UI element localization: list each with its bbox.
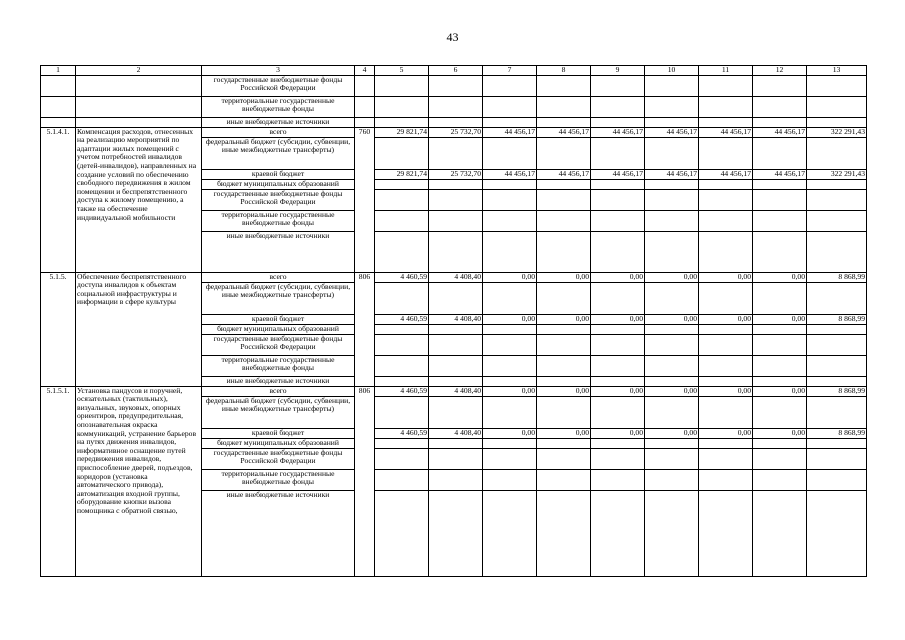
value-cell [807,231,867,272]
value-cell: 0,00 [645,386,699,396]
funding-source: краевой бюджет [202,314,355,324]
value-cell: 44 456,17 [699,127,753,137]
value-cell [429,210,483,231]
column-header: 8 [537,66,591,76]
value-cell [753,189,807,210]
value-cell [645,179,699,189]
page-number: 43 [446,30,459,44]
value-cell [753,75,807,96]
value-cell [537,396,591,428]
value-cell [429,282,483,314]
item-name: Установка пандусов и поручней, осязательных (тактильных), визуальных, звуковых, опорных ориентиров, предупредительная, опознавательная окраска коммуникаций, устранение барьеров на путях движения инвалидов, информативное оснащение путей передвижения инвалидов, приспособление дверей, подъездов, коридоров (установка автоматического привода), автоматизация входной группы, оборудование кнопки вызова помощника с обратной связью, [76,386,202,576]
funding-source: территориальные государственные внебюджетные фонды [202,469,355,490]
funding-source: государственные внебюджетные фонды Российской Федерации [202,448,355,469]
item-name: Компенсация расходов, отнесенных на реализацию мероприятий по адаптации жилых помещений с учетом потребностей инвалидов (детей-инвалидов), направленных на создание условий по обеспечению свободного передвижения в жилом помещении и беспрепятственного доступа к жилому помещению, а также на обеспечение индивидуальной мобильности [76,127,202,272]
value-cell [591,210,645,231]
value-cell: 4 460,59 [375,272,429,282]
value-cell [375,355,429,376]
carry-over-row [41,117,867,127]
code-cell [41,75,76,96]
value-cell [537,438,591,448]
value-cell [753,438,807,448]
funding-source: краевой бюджет [202,169,355,179]
value-cell [807,179,867,189]
funding-source: федеральный бюджет (субсидии, субвенции, иные межбюджетные трансферты) [202,137,355,169]
value-cell: 322 291,43 [807,169,867,179]
value-cell: 25 732,70 [429,169,483,179]
value-cell [645,189,699,210]
value-cell [537,210,591,231]
funding-source: территориальные государственные внебюджетные фонды [202,210,355,231]
value-cell [699,282,753,314]
value-cell: 0,00 [699,272,753,282]
value-cell [537,137,591,169]
value-cell: 44 456,17 [483,169,537,179]
value-cell [537,448,591,469]
value-cell [807,448,867,469]
value-cell [375,396,429,428]
value-cell: 44 456,17 [537,127,591,137]
value-cell [591,189,645,210]
value-cell: 4 408,40 [429,428,483,438]
value-cell [753,96,807,117]
value-cell [645,334,699,355]
value-cell [537,324,591,334]
value-cell: 29 821,74 [375,169,429,179]
value-cell: 4 460,59 [375,314,429,324]
value-cell: 0,00 [753,272,807,282]
value-cell [537,376,591,386]
value-cell [699,438,753,448]
item-code: 5.1.5.1. [41,386,76,576]
value-cell [375,448,429,469]
value-cell: 0,00 [483,314,537,324]
code-cell [41,96,76,117]
value-cell [753,282,807,314]
value-cell: 0,00 [753,386,807,396]
value-cell: 44 456,17 [591,127,645,137]
group-code: 806 [355,272,375,386]
value-cell [429,490,483,576]
value-cell [807,438,867,448]
value-cell [591,282,645,314]
value-cell: 322 291,43 [807,127,867,137]
value-cell [483,448,537,469]
value-cell [753,469,807,490]
column-header: 12 [753,66,807,76]
value-cell: 44 456,17 [753,169,807,179]
value-cell [483,189,537,210]
item-row [41,272,867,282]
value-cell [699,231,753,272]
funding-source: государственные внебюджетные фонды Российской Федерации [202,334,355,355]
value-cell [645,438,699,448]
group-cell [355,75,375,96]
value-cell [807,210,867,231]
name-cell [76,117,202,127]
value-cell [591,179,645,189]
value-cell: 0,00 [645,314,699,324]
value-cell: 4 408,40 [429,272,483,282]
funding-source: иные внебюджетные источники [202,490,355,576]
column-header: 6 [429,66,483,76]
value-cell [807,282,867,314]
value-cell: 0,00 [591,386,645,396]
value-cell [699,75,753,96]
value-cell [483,334,537,355]
value-cell: 0,00 [537,314,591,324]
funding-source: иные внебюджетные источники [202,376,355,386]
value-cell [429,469,483,490]
value-cell [699,137,753,169]
value-cell [483,96,537,117]
value-cell [807,490,867,576]
value-cell [807,117,867,127]
value-cell: 0,00 [645,428,699,438]
value-cell [483,282,537,314]
funding-source: бюджет муниципальных образований [202,179,355,189]
value-cell [645,355,699,376]
value-cell [591,490,645,576]
value-cell [699,448,753,469]
item-name: Обеспечение беспрепятственного доступа инвалидов к объектам социальной инфраструктуры и информации в сфере культуры [76,272,202,386]
value-cell: 8 868,99 [807,314,867,324]
value-cell [753,334,807,355]
column-header: 1 [41,66,76,76]
value-cell [699,210,753,231]
column-header: 3 [202,66,355,76]
value-cell [375,376,429,386]
value-cell [483,355,537,376]
value-cell [537,282,591,314]
value-cell [429,96,483,117]
value-cell [429,334,483,355]
column-header: 11 [699,66,753,76]
value-cell: 8 868,99 [807,386,867,396]
value-cell [753,448,807,469]
value-cell [699,117,753,127]
group-code: 806 [355,386,375,576]
value-cell [429,448,483,469]
value-cell [699,179,753,189]
funding-source: всего [202,272,355,282]
value-cell [645,282,699,314]
value-cell [699,334,753,355]
value-cell [591,376,645,386]
value-cell [699,396,753,428]
value-cell [537,469,591,490]
value-cell: 0,00 [753,314,807,324]
value-cell [645,210,699,231]
value-cell [537,334,591,355]
value-cell [699,469,753,490]
value-cell [645,324,699,334]
value-cell [591,396,645,428]
value-cell [645,376,699,386]
funding-source: иные внебюджетные источники [202,231,355,272]
value-cell [699,355,753,376]
item-row [41,127,867,137]
value-cell [537,75,591,96]
value-cell [645,448,699,469]
value-cell [807,75,867,96]
column-header: 4 [355,66,375,76]
value-cell: 0,00 [699,428,753,438]
value-cell [699,376,753,386]
value-cell [699,189,753,210]
value-cell [429,137,483,169]
item-row [41,386,867,396]
value-cell [375,490,429,576]
value-cell [375,469,429,490]
value-cell [645,490,699,576]
value-cell [591,117,645,127]
value-cell [537,179,591,189]
value-cell [537,231,591,272]
value-cell: 44 456,17 [483,127,537,137]
value-cell [483,210,537,231]
value-cell [753,376,807,386]
funding-source: всего [202,386,355,396]
value-cell: 4 460,59 [375,428,429,438]
value-cell [807,396,867,428]
value-cell: 0,00 [483,428,537,438]
value-cell [537,355,591,376]
value-cell [807,334,867,355]
group-code: 760 [355,127,375,272]
name-cell [76,96,202,117]
value-cell [375,210,429,231]
group-cell [355,96,375,117]
value-cell [375,179,429,189]
value-cell [483,490,537,576]
value-cell: 44 456,17 [645,127,699,137]
group-cell [355,117,375,127]
value-cell [591,137,645,169]
funding-source: федеральный бюджет (субсидии, субвенции, иные межбюджетные трансферты) [202,282,355,314]
value-cell [591,438,645,448]
funding-source: государственные внебюджетные фонды Российской Федерации [202,189,355,210]
column-header: 10 [645,66,699,76]
value-cell [753,137,807,169]
value-cell: 44 456,17 [753,127,807,137]
value-cell: 0,00 [591,314,645,324]
value-cell [483,179,537,189]
value-cell [591,231,645,272]
source-cell: территориальные государственные внебюджетные фонды [202,96,355,117]
value-cell [375,334,429,355]
source-cell: иные внебюджетные источники [202,117,355,127]
value-cell [483,231,537,272]
value-cell: 0,00 [483,272,537,282]
value-cell: 4 408,40 [429,386,483,396]
value-cell: 0,00 [645,272,699,282]
code-cell [41,117,76,127]
value-cell: 0,00 [753,428,807,438]
value-cell [591,96,645,117]
value-cell [699,324,753,334]
value-cell [807,96,867,117]
funding-source: краевой бюджет [202,428,355,438]
value-cell [429,75,483,96]
value-cell [537,96,591,117]
budget-table [40,65,867,577]
value-cell [375,96,429,117]
value-cell: 0,00 [537,272,591,282]
funding-source: федеральный бюджет (субсидии, субвенции, иные межбюджетные трансферты) [202,396,355,428]
value-cell [483,438,537,448]
funding-source: всего [202,127,355,137]
value-cell [483,75,537,96]
value-cell [807,324,867,334]
value-cell: 8 868,99 [807,428,867,438]
value-cell: 0,00 [699,314,753,324]
value-cell [807,376,867,386]
value-cell [753,117,807,127]
value-cell [699,96,753,117]
item-code: 5.1.5. [41,272,76,386]
value-cell [429,438,483,448]
value-cell [807,189,867,210]
value-cell [375,231,429,272]
value-cell [645,117,699,127]
value-cell: 44 456,17 [699,169,753,179]
value-cell: 44 456,17 [645,169,699,179]
value-cell [753,355,807,376]
column-header: 9 [591,66,645,76]
value-cell [807,469,867,490]
value-cell: 8 868,99 [807,272,867,282]
value-cell [645,75,699,96]
value-cell [591,324,645,334]
funding-source: территориальные государственные внебюджетные фонды [202,355,355,376]
value-cell: 0,00 [591,272,645,282]
value-cell [753,179,807,189]
value-cell: 44 456,17 [591,169,645,179]
value-cell [645,231,699,272]
header-row [41,66,867,76]
value-cell [753,231,807,272]
value-cell [483,396,537,428]
column-header: 7 [483,66,537,76]
value-cell [807,355,867,376]
value-cell: 29 821,74 [375,127,429,137]
value-cell [483,137,537,169]
value-cell: 4 460,59 [375,386,429,396]
value-cell [483,324,537,334]
value-cell [375,117,429,127]
value-cell: 0,00 [699,386,753,396]
value-cell [591,469,645,490]
value-cell [645,137,699,169]
value-cell [645,96,699,117]
column-header: 5 [375,66,429,76]
value-cell [591,448,645,469]
value-cell [429,189,483,210]
value-cell [429,324,483,334]
value-cell [375,189,429,210]
value-cell [753,210,807,231]
value-cell [753,324,807,334]
value-cell: 0,00 [483,386,537,396]
value-cell [375,137,429,169]
value-cell [537,117,591,127]
funding-source: бюджет муниципальных образований [202,438,355,448]
value-cell [699,490,753,576]
column-header: 13 [807,66,867,76]
value-cell [375,282,429,314]
value-cell: 25 732,70 [429,127,483,137]
item-code: 5.1.4.1. [41,127,76,272]
value-cell [483,469,537,490]
value-cell [645,396,699,428]
value-cell [483,376,537,386]
value-cell: 44 456,17 [537,169,591,179]
name-cell [76,75,202,96]
value-cell: 0,00 [591,428,645,438]
value-cell [591,355,645,376]
value-cell [645,469,699,490]
value-cell [807,137,867,169]
value-cell [591,75,645,96]
value-cell [753,490,807,576]
value-cell [429,179,483,189]
funding-source: бюджет муниципальных образований [202,324,355,334]
carry-over-row [41,75,867,96]
value-cell [429,355,483,376]
value-cell: 0,00 [537,428,591,438]
value-cell [537,490,591,576]
value-cell [429,117,483,127]
value-cell [591,334,645,355]
carry-over-row [41,96,867,117]
value-cell [429,396,483,428]
column-header: 2 [76,66,202,76]
value-cell [429,376,483,386]
source-cell: государственные внебюджетные фонды Российской Федерации [202,75,355,96]
value-cell [483,117,537,127]
value-cell [375,438,429,448]
value-cell [537,189,591,210]
value-cell: 4 408,40 [429,314,483,324]
value-cell [429,231,483,272]
value-cell [753,396,807,428]
value-cell [375,75,429,96]
value-cell [375,324,429,334]
value-cell: 0,00 [537,386,591,396]
